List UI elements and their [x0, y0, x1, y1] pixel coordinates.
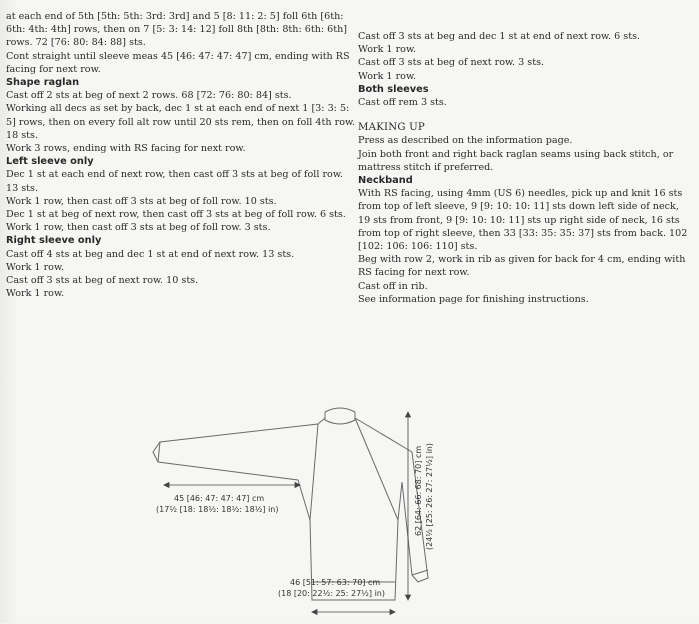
paragraph: Cast off 3 sts at beg of next row. 3 sts.	[358, 57, 545, 69]
paragraph: Beg with row 2, work in rib as given for back for 4 cm, ending with RS facing for next row.	[358, 254, 686, 279]
raglan-seam-left	[310, 424, 318, 520]
heading-both-sleeves: Both sleeves	[358, 83, 429, 95]
paragraph: Press as described on the information page.	[358, 135, 573, 147]
paragraph: Dec 1 st at each end of next row, then cast off 3 sts at beg of foll row. 13 sts.	[6, 169, 343, 194]
paragraph: Work 3 rows, ending with RS facing for next row.	[6, 143, 246, 155]
paragraph: Cast off in rib.	[358, 280, 428, 292]
sleeve-length-label-in: (17½ [18: 18½: 18½: 18½] in)	[156, 505, 279, 514]
arrow-head	[164, 483, 169, 488]
heading-right-sleeve: Right sleeve only	[6, 235, 102, 247]
right-column	[358, 30, 690, 306]
spacer	[358, 109, 690, 121]
left-column	[6, 10, 356, 300]
width-label-in: (18 [20: 22½: 25: 27½] in)	[278, 589, 385, 598]
paragraph: With RS facing, using 4mm (US 6) needles, pick up and knit 16 sts from top of left sleeve, 9 [9: 10: 10: 11] sts down left side of neck, 19 sts from front, 9 [9: 10: 10: 11] sts up right side of neck, 16 sts from top of right sleeve, then 33 [33: 35: 35: 37] sts from back. 102 [102: 106: 106: 110] sts.	[358, 188, 688, 253]
neckband-outline	[325, 412, 355, 424]
paragraph: Cast off 3 sts at beg of next row. 10 sts.	[6, 275, 199, 287]
paragraph: Work 1 row.	[358, 70, 417, 82]
paragraph: Work 1 row, then cast off 3 sts at beg of foll row. 10 sts.	[6, 195, 277, 207]
heading-neckband: Neckband	[358, 175, 413, 187]
paragraph: at each end of 5th [5th: 5th: 3rd: 3rd] and 5 [8: 11: 2: 5] foll 6th [6th: 6th: 4th: 4th] rows, then on 7 [5: 3: 14: 12] foll 8th [8th: 8th: 6th: 6th] rows. 72 [76: 80: 84: 88] sts.	[6, 11, 348, 49]
paragraph: Cast off 2 sts at beg of next 2 rows. 68 [72: 76: 80: 84] sts.	[6, 90, 292, 102]
paragraph: Join both front and right back raglan seams using back stitch, or mattress stitch if preferred.	[358, 148, 674, 173]
arrow-head	[390, 610, 395, 615]
paragraph: Dec 1 st at beg of next row, then cast off 3 sts at beg of foll row. 6 sts.	[6, 209, 346, 221]
paragraph: Cast off 4 sts at beg and dec 1 st at end of next row. 13 sts.	[6, 248, 295, 260]
arrow-head	[406, 412, 411, 417]
paragraph: Cont straight until sleeve meas 45 [46: 47: 47: 47] cm, ending with RS facing for next row.	[6, 50, 350, 75]
arrow-head	[406, 595, 411, 600]
neckline	[325, 408, 355, 412]
heading-making-up: MAKING UP	[358, 122, 425, 134]
paragraph: Cast off rem 3 sts.	[358, 97, 447, 109]
sleeve-length-label: 45 [46: 47: 47: 47] cm	[174, 494, 265, 503]
paragraph: Working all decs as set by back, dec 1 st at each end of next 1 [3: 3: 5: 5] rows, then on every foll alt row until 20 sts rem, then on foll 4th row. 18 sts.	[6, 103, 356, 141]
cuff-right	[412, 570, 428, 575]
heading-shape-raglan: Shape raglan	[6, 77, 80, 89]
raglan-seam-right	[355, 418, 398, 520]
paragraph: Work 1 row.	[6, 261, 65, 273]
width-label: 46 [51: 57: 63: 70] cm	[290, 578, 381, 587]
length-label: 62 [64: 66: 68: 70] cm	[414, 445, 423, 536]
heading-left-sleeve: Left sleeve only	[6, 156, 94, 168]
length-label-in: (24½ [25: 26: 27: 27½] in)	[425, 443, 434, 550]
paragraph: Work 1 row, then cast off 3 sts at beg of foll row. 3 sts.	[6, 222, 271, 234]
paragraph: Work 1 row.	[358, 44, 417, 56]
paragraph: Cast off 3 sts at beg and dec 1 st at end of next row. 6 sts.	[358, 31, 641, 42]
paragraph: Work 1 row.	[6, 288, 65, 300]
paragraph: See information page for finishing instructions.	[358, 293, 589, 305]
sweater-schematic	[150, 400, 450, 620]
arrow-head	[312, 610, 317, 615]
